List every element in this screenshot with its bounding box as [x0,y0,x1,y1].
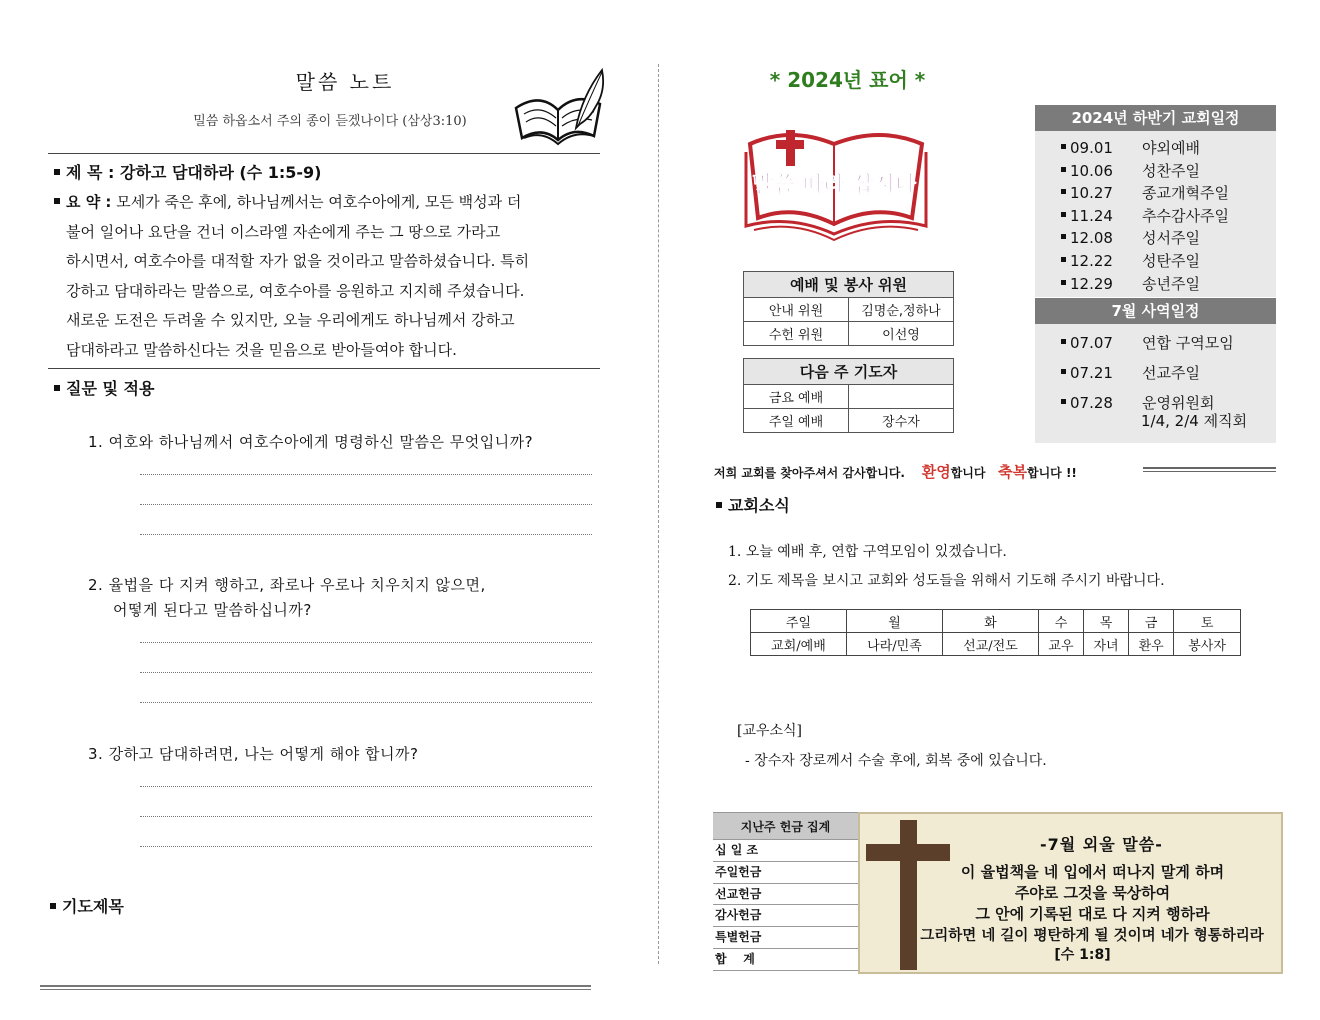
committee-role: 수헌 위원 [744,322,849,346]
july-list [1035,324,1276,430]
answer-line[interactable] [140,786,592,787]
offering-total: 합 계 [713,949,858,971]
news-heading [716,493,790,516]
day-topic: 환우 [1129,633,1174,656]
center-divider [658,64,659,964]
offering-row: 주일헌금 [713,862,858,884]
answer-line[interactable] [140,702,592,703]
sermon-title [54,160,321,183]
schedule-event: 종교개혁주일 [1142,184,1229,203]
offering-summary [713,812,858,971]
july-schedule-panel [1035,298,1276,443]
prayer-leaders-title: 다음 주 기도자 [744,359,954,385]
note-title: 말씀 노트 [295,70,395,94]
july-title: 7월 사역일정 [1035,298,1276,324]
july-date: 07.07 [1070,334,1113,352]
bullet-icon [1061,212,1066,217]
qa-heading-text: 질문 및 적용 [66,379,155,398]
committee-name: 이선영 [849,322,954,346]
divider [48,368,600,369]
bottom-rule [40,985,591,990]
bullet-icon [1061,339,1066,344]
day-header: 토 [1174,610,1241,633]
offering-title: 지난주 헌금 집계 [713,812,858,840]
schedule-event: 성서주일 [1142,229,1200,248]
day-header: 금 [1129,610,1174,633]
welcome-word: 환영 [921,463,951,481]
bullet-icon [50,903,56,909]
note-verse: 밀씀 하옵소서 주의 종이 듣겠나이다 (삼상3:10) [193,114,467,129]
july-sub-event: 1/4, 2/4 제직회 [1141,412,1248,430]
divider [48,153,600,154]
welcome-text: 합니다 !! [1027,466,1077,480]
schedule-item [1061,250,1276,273]
schedule-date: 11.24 [1070,206,1113,225]
bullet-icon [1061,280,1066,285]
schedule-item [1061,273,1276,296]
welcome-line [714,461,1077,482]
answer-line[interactable] [140,534,592,535]
prayer-leader [849,385,954,409]
schedule-date: 10.06 [1070,161,1113,180]
committee-title: 예배 및 봉사 위원 [744,272,954,298]
day-header: 화 [942,610,1038,633]
divider [1143,467,1276,472]
july-event: 연합 구역모임 [1142,334,1234,352]
memory-verse-reference: [수 1:8] [1054,947,1111,963]
prayer-heading-text: 기도제목 [62,897,124,916]
prayer-heading [50,894,124,917]
news-heading-text: 교회소식 [728,496,790,515]
summary-line: 불어 일어나 요단을 건너 이스라엘 자손에게 주는 그 땅으로 가라고 [66,222,501,241]
question-3: 3. 강하고 담대하려면, 나는 어떻게 해야 합니까? [88,745,419,763]
schedule-item [1061,205,1276,228]
day-topic: 교회/예배 [751,633,847,656]
schedule-date: 09.01 [1070,139,1113,157]
motto-text: 말씀 따라 삽시다 [751,173,917,198]
day-topic: 자녀 [1084,633,1129,656]
motto-title: * 2024년 표어 * [769,68,926,92]
answer-line[interactable] [140,504,592,505]
memory-verse-title: -7월 외울 말씀- [1040,835,1163,854]
daily-prayer-table [750,609,1241,656]
summary-line: 담대하라고 말씀하신다는 것을 믿음으로 받아들여야 합니다. [66,340,457,359]
july-event: 운영위원회 [1142,394,1215,412]
bullet-icon [1061,399,1066,404]
answer-line[interactable] [140,642,592,643]
schedule-date: 12.29 [1070,274,1113,293]
open-book-quill-icon [510,66,610,148]
offering-row: 선교헌금 [713,884,858,906]
summary-line: 강하고 담대하라는 말씀으로, 여호수아를 응원하고 지지해 주셨습니다. [66,281,525,300]
day-header: 주일 [751,610,847,633]
sermon-title-text: 제 목 : 강하고 담대하라 (수 1:5-9) [66,163,322,182]
sermon-summary [54,188,599,366]
service-name: 금요 예배 [744,385,849,409]
day-header: 목 [1084,610,1129,633]
bullet-icon [54,385,60,391]
day-topic: 봉사자 [1174,633,1241,656]
schedule-item [1061,160,1276,183]
schedule-item [1061,137,1276,160]
question-2-cont: 어떻게 된다고 말씀하십니까? [113,601,312,619]
july-item [1061,358,1276,388]
schedule-item [1061,227,1276,250]
schedule-panel [1035,105,1276,297]
bless-word: 축복 [998,463,1027,481]
answer-line[interactable] [140,816,592,817]
schedule-event: 성찬주일 [1142,161,1200,180]
schedule-title: 2024년 하반기 교회일정 [1035,105,1276,131]
bullet-icon [1061,144,1066,149]
schedule-event: 송년주일 [1142,274,1200,293]
bullet-icon [1061,369,1066,374]
member-news-text: - 장수자 장로께서 수술 후에, 회복 중에 있습니다. [745,753,1047,769]
committee-table [743,271,954,346]
summary-label: 요 약 : [66,193,112,211]
service-name: 주일 예배 [744,409,849,433]
prayer-leader: 장수자 [849,409,954,433]
question-2: 2. 율법을 다 지켜 행하고, 좌로나 우로나 치우치지 않으면, [88,576,486,594]
answer-line[interactable] [140,474,592,475]
summary-line: 하시면서, 여호수아를 대적할 자가 없을 것이라고 말씀하셨습니다. 특히 [66,252,530,271]
schedule-event: 야외예배 [1142,139,1200,157]
day-topic: 나라/민족 [846,633,942,656]
schedule-event: 추수감사주일 [1142,206,1229,225]
cross-icon-bar [866,844,950,861]
offering-row: 감사헌금 [713,905,858,927]
schedule-list [1035,131,1276,295]
news-item: 2. 기도 제목을 보시고 교회와 성도들을 위해서 기도해 주시기 바랍니다. [728,573,1165,589]
bullet-icon [1061,189,1066,194]
memory-verse-line: 주야로 그것을 묵상하여 [1014,884,1171,902]
schedule-date: 10.27 [1070,184,1113,203]
july-date: 07.28 [1070,394,1113,412]
summary-text: 모세가 죽은 후에, 하나님께서는 여호수아에게, 모든 백성과 더 [116,193,522,211]
day-topic: 교우 [1038,633,1083,656]
member-news-heading: [교우소식] [737,723,803,739]
summary-line [54,188,599,218]
motto-bible-logo [740,108,930,248]
welcome-text: 합니다 [950,466,986,480]
memory-verse-line: 그 안에 기록된 대로 다 지켜 행하라 [975,905,1210,923]
schedule-date: 12.22 [1070,251,1113,270]
news-item: 1. 오늘 예배 후, 연합 구역모임이 있겠습니다. [728,544,1007,560]
committee-role: 안내 위원 [744,298,849,322]
bullet-icon [1061,167,1066,172]
schedule-event: 성탄주일 [1142,251,1200,270]
bullet-icon [54,198,60,204]
day-topic: 선교/전도 [942,633,1038,656]
bullet-icon [54,169,60,175]
question-1: 1. 여호와 하나님께서 여호수아에게 명령하신 말씀은 무엇입니까? [88,433,534,451]
answer-line[interactable] [140,846,592,847]
welcome-text: 저희 교회를 찾아주셔서 감사합니다. [714,466,905,480]
july-date: 07.21 [1070,364,1113,382]
july-item [1061,328,1276,358]
memory-verse-line: 그리하면 네 길이 평탄하게 될 것이며 네가 형통하리라 [920,928,1264,944]
day-header: 수 [1038,610,1083,633]
offering-row: 십 일 조 [713,840,858,862]
qa-heading [54,376,154,399]
offering-row: 특별헌금 [713,927,858,949]
committee-name: 김명순,정하나 [849,298,954,322]
answer-line[interactable] [140,672,592,673]
summary-line: 새로운 도전은 두려울 수 있지만, 오늘 우리에게도 하나님께서 강하고 [66,311,515,330]
bullet-icon [1061,234,1066,239]
schedule-item [1061,182,1276,205]
bullet-icon [716,502,722,508]
memory-verse-line: 이 율법책을 네 입에서 떠나지 말게 하며 [960,863,1225,881]
schedule-date: 12.08 [1070,229,1113,248]
day-header: 월 [846,610,942,633]
prayer-leaders-table [743,358,954,433]
bullet-icon [1061,257,1066,262]
july-event: 선교주일 [1142,364,1200,382]
